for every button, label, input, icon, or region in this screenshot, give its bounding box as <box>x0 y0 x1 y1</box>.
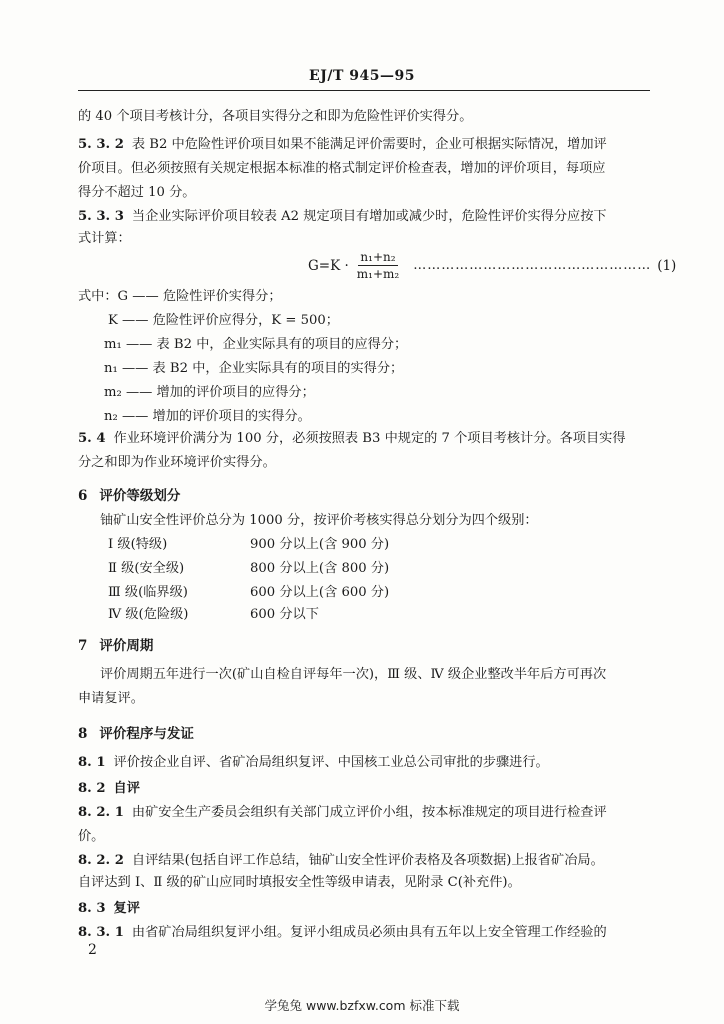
grade-range: 900 分以上(含 900 分) <box>250 537 390 552</box>
page-header: EJ/T 945—95 <box>309 68 415 84</box>
grade-name: Ⅱ 级(安全级) <box>108 561 185 576</box>
formula-1 <box>308 250 676 281</box>
clause-number: 5. 3. 3 <box>78 209 124 224</box>
clause-5-4 <box>78 428 654 450</box>
section-7-title: 7 评价周期 <box>78 638 154 654</box>
text-line: 得分不超过 10 分。 <box>78 185 196 200</box>
clause-8-1 <box>78 752 654 774</box>
symbol-def-n1: n₁ —— 表 B2 中，企业实际具有的项目的实得分； <box>104 361 404 376</box>
formula-fraction <box>355 250 401 281</box>
grade-range: 600 分以上(含 600 分) <box>250 585 390 600</box>
clause-text: 表 B2 中危险性评价项目如果不能满足评价需要时，企业可根据实际情况，增加评 <box>131 137 607 152</box>
clause-text: 由省矿冶局组织复评小组。复评小组成员必须由具有五年以上安全管理工作经验的 <box>131 925 607 940</box>
clause-5-3-2 <box>78 134 654 156</box>
clause-heading: 自评 <box>113 781 140 796</box>
header-rule <box>78 90 650 91</box>
symbol-def-n2: n₂ —— 增加的评价项目的实得分。 <box>104 409 311 424</box>
grade-range: 600 分以下 <box>250 607 319 622</box>
page-number: 2 <box>88 942 97 958</box>
text-line: 自评达到 Ⅰ、Ⅱ 级的矿山应同时填报安全性等级申请表，见附录 C(补充件)。 <box>78 875 521 890</box>
symbol-def-K: K —— 危险性评价应得分，K = 500； <box>108 313 339 328</box>
text-line: 价。 <box>78 829 105 844</box>
formula-numerator: n₁+n₂ <box>360 250 396 264</box>
grade-name: Ⅳ 级(危险级) <box>108 607 189 622</box>
formula-number: (1) <box>657 257 677 274</box>
clause-text: 当企业实际评价项目较表 A2 规定项目有增加或减少时，危险性评价实得分应按下 <box>131 209 607 224</box>
clause-8-3-1 <box>78 922 654 944</box>
symbol-def-m1: m₁ —— 表 B2 中，企业实际具有的项目的应得分； <box>104 337 408 352</box>
clause-8-2-2 <box>78 850 654 872</box>
clause-number: 8. 1 <box>78 755 106 770</box>
clause-8-2 <box>78 778 654 800</box>
symbol-def-m2: m₂ —— 增加的评价项目的应得分； <box>104 385 315 400</box>
text-line: 价项目。但必须按照有关规定根据本标准的格式制定评价检查表，增加的评价项目，每项应 <box>78 161 606 176</box>
text-line: 分之和即为作业环境评价实得分。 <box>78 455 276 470</box>
clause-8-3 <box>78 898 654 920</box>
clause-8-2-1 <box>78 802 654 824</box>
clause-number: 8. 3 <box>78 901 106 916</box>
formula-denominator: m₁+m₂ <box>356 267 400 281</box>
clause-text: 自评结果(包括自评工作总结，铀矿山安全性评价表格及各项数据)上报省矿冶局。 <box>131 853 604 868</box>
clause-number: 8. 2. 1 <box>78 805 124 820</box>
formula-lhs: G=K · <box>308 257 349 274</box>
clause-heading: 复评 <box>113 901 140 916</box>
text-line: 铀矿山安全性评价总分为 1000 分，按评价考核实得总分划分为四个级别： <box>100 513 538 528</box>
clause-text: 由矿安全生产委员会组织有关部门成立评价小组，按本标准规定的项目进行检查评 <box>131 805 607 820</box>
symbol-def-G: 式中：G —— 危险性评价实得分； <box>78 289 282 304</box>
clause-5-3-3 <box>78 206 654 228</box>
section-6-title: 6 评价等级划分 <box>78 488 181 504</box>
clause-number: 8. 2 <box>78 781 106 796</box>
text-line: 的 40 个项目考核计分，各项目实得分之和即为危险性评价实得分。 <box>78 109 473 124</box>
grade-name: Ⅰ 级(特级) <box>108 537 168 552</box>
site-footer: 学兔兔 www.bzfxw.com 标准下载 <box>264 998 460 1013</box>
clause-number: 8. 2. 2 <box>78 853 124 868</box>
grade-range: 800 分以上(含 800 分) <box>250 561 390 576</box>
clause-number: 5. 4 <box>78 431 106 446</box>
clause-number: 5. 3. 2 <box>78 137 124 152</box>
clause-number: 8. 3. 1 <box>78 925 124 940</box>
text-line: 评价周期五年进行一次(矿山自检自评每年一次)，Ⅲ 级、Ⅳ 级企业整改半年后方可再次 <box>100 667 607 682</box>
clause-text: 评价按企业自评、省矿冶局组织复评、中国核工业总公司审批的步骤进行。 <box>113 755 549 770</box>
text-line: 式计算： <box>78 231 131 246</box>
formula-leader-dots: …………………………………………… <box>413 258 652 273</box>
grade-name: Ⅲ 级(临界级) <box>108 585 188 600</box>
section-8-title: 8 评价程序与发证 <box>78 726 194 742</box>
text-line: 申请复评。 <box>78 691 144 706</box>
clause-text: 作业环境评价满分为 100 分，必须按照表 B3 中规定的 7 个项目考核计分。各项目实得 <box>113 431 626 446</box>
